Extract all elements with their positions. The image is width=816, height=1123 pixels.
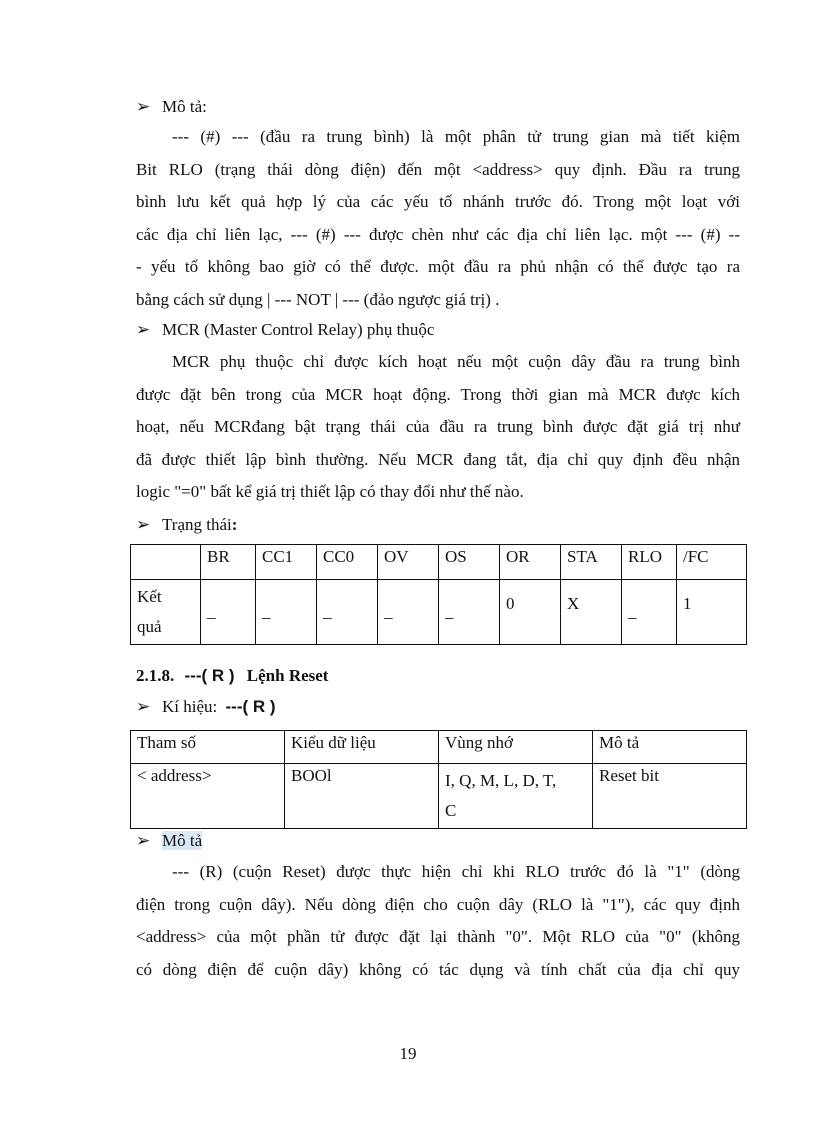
table-cell: _: [378, 580, 439, 645]
parameter-table: [130, 730, 747, 829]
arrow-bullet-icon: ➢: [136, 697, 151, 716]
text-line: bình lưu kết quả hợp lý của các yếu tố nhánh trước đó. Trong một loạt với: [136, 192, 740, 211]
table-row: [131, 580, 747, 645]
bullet-label: Trạng thái: [162, 515, 232, 534]
table-cell: 0: [500, 580, 561, 645]
table-cell: Mô tả: [593, 731, 747, 764]
table-cell: OV: [378, 545, 439, 580]
table-row: [131, 764, 747, 829]
row-label-cell: [131, 580, 201, 645]
text-line: điện trong cuộn dây). Nếu dòng điện cho cuộn dây (RLO là "1"), các quy định: [136, 894, 740, 914]
bullet-mo-ta-1: [136, 97, 207, 117]
bullet-label: Kí hiệu:: [162, 697, 218, 716]
status-table: [130, 544, 747, 645]
bullet-label: Mô tả:: [162, 97, 207, 116]
table-cell: Reset bit: [593, 764, 747, 829]
table-cell: _: [439, 580, 500, 645]
table-cell: RLO: [622, 545, 677, 580]
table-header-row: [131, 731, 747, 764]
paragraph-mo-ta: [136, 121, 740, 316]
table-cell: _: [317, 580, 378, 645]
bullet-label: MCR (Master Control Relay) phụ thuộc: [162, 320, 435, 339]
paragraph-reset: [136, 856, 740, 986]
heading-number: 2.1.8.: [136, 666, 175, 685]
table-cell: CC0: [317, 545, 378, 580]
paragraph-mcr: [136, 346, 740, 509]
table-cell: [131, 545, 201, 580]
arrow-bullet-icon: ➢: [136, 831, 151, 850]
table-cell: OS: [439, 545, 500, 580]
page-number: 19: [399, 1044, 417, 1063]
bullet-mo-ta-2: [136, 831, 202, 851]
table-cell: _: [201, 580, 256, 645]
row-label-line: quả: [137, 617, 162, 636]
row-label-line: Kết: [137, 587, 162, 606]
bullet-ki-hieu: [136, 697, 276, 717]
table-cell: 1: [677, 580, 747, 645]
bullet-label: Mô tả: [162, 831, 203, 850]
table-cell: _: [622, 580, 677, 645]
arrow-bullet-icon: ➢: [136, 515, 151, 534]
memory-cell: [439, 764, 593, 829]
text-line: logic "=0" bất kể giá trị thiết lập có thay đổi như thế nào.: [136, 482, 524, 501]
arrow-bullet-icon: ➢: [136, 320, 151, 339]
table-cell: Kiểu dữ liệu: [285, 731, 439, 764]
text-line: <address> của một phần tử được đặt lại thành "0". Một RLO của "0" (không: [136, 927, 740, 946]
arrow-bullet-icon: ➢: [136, 97, 151, 116]
table-cell: X: [561, 580, 622, 645]
bullet-trang-thai: [136, 515, 237, 535]
text-line: --- (#) --- (đầu ra trung bình) là một phân tử trung gian mà tiết kiệm: [172, 127, 740, 146]
table-cell: /FC: [677, 545, 747, 580]
table-cell: < address>: [131, 764, 285, 829]
bullet-mcr: [136, 320, 434, 340]
table-cell: BOOl: [285, 764, 439, 829]
text-line: hoạt, nếu MCRđang bật trạng thái của đầu ra trung bình được đặt giá trị như: [136, 417, 740, 436]
memory-line: I, Q, M, L, D, T,: [445, 771, 557, 790]
table-cell: BR: [201, 545, 256, 580]
table-cell: STA: [561, 545, 622, 580]
text-line: đã được thiết lập bình thường. Nếu MCR đang tắt, địa chỉ quy định đều nhận: [136, 449, 740, 469]
table-header-row: [131, 545, 747, 580]
table-cell: _: [256, 580, 317, 645]
symbol-value: ---( R ): [225, 697, 276, 716]
memory-line: C: [445, 801, 457, 820]
text-line: được đặt bên trong của MCR hoạt động. Trong thời gian mà MCR được kích: [136, 384, 740, 404]
text-line: --- (R) (cuộn Reset) được thực hiện chỉ khi RLO trước đó là "1" (dòng: [172, 862, 740, 881]
table-cell: Tham số: [131, 731, 285, 764]
heading-symbol: ---( R ): [184, 666, 235, 685]
text-line: có dòng điện để cuộn dây) không có tác dụng và tính chất của địa chỉ quy: [136, 959, 740, 979]
table-cell: OR: [500, 545, 561, 580]
section-heading: [136, 666, 328, 686]
text-line: các địa chỉ liên lạc, --- (#) --- được chèn như các địa chỉ liên lạc. một --- (#) --: [136, 224, 740, 244]
bullet-colon: :: [231, 515, 238, 534]
table-cell: Vùng nhớ: [439, 731, 593, 764]
table-cell: CC1: [256, 545, 317, 580]
heading-title: Lệnh Reset: [246, 666, 329, 685]
text-line: MCR phụ thuộc chỉ được kích hoạt nếu một cuộn dây đầu ra trung bình: [172, 352, 740, 371]
text-line: Bit RLO (trạng thái dòng điện) đến một <address> quy định. Đầu ra trung: [136, 159, 740, 179]
text-line: bằng cách sử dụng | --- NOT | --- (đảo ngược giá trị) .: [136, 289, 500, 309]
text-line: - yếu tố không bao giờ có thể được. một đầu ra phủ nhận có thể được tạo ra: [136, 257, 740, 276]
